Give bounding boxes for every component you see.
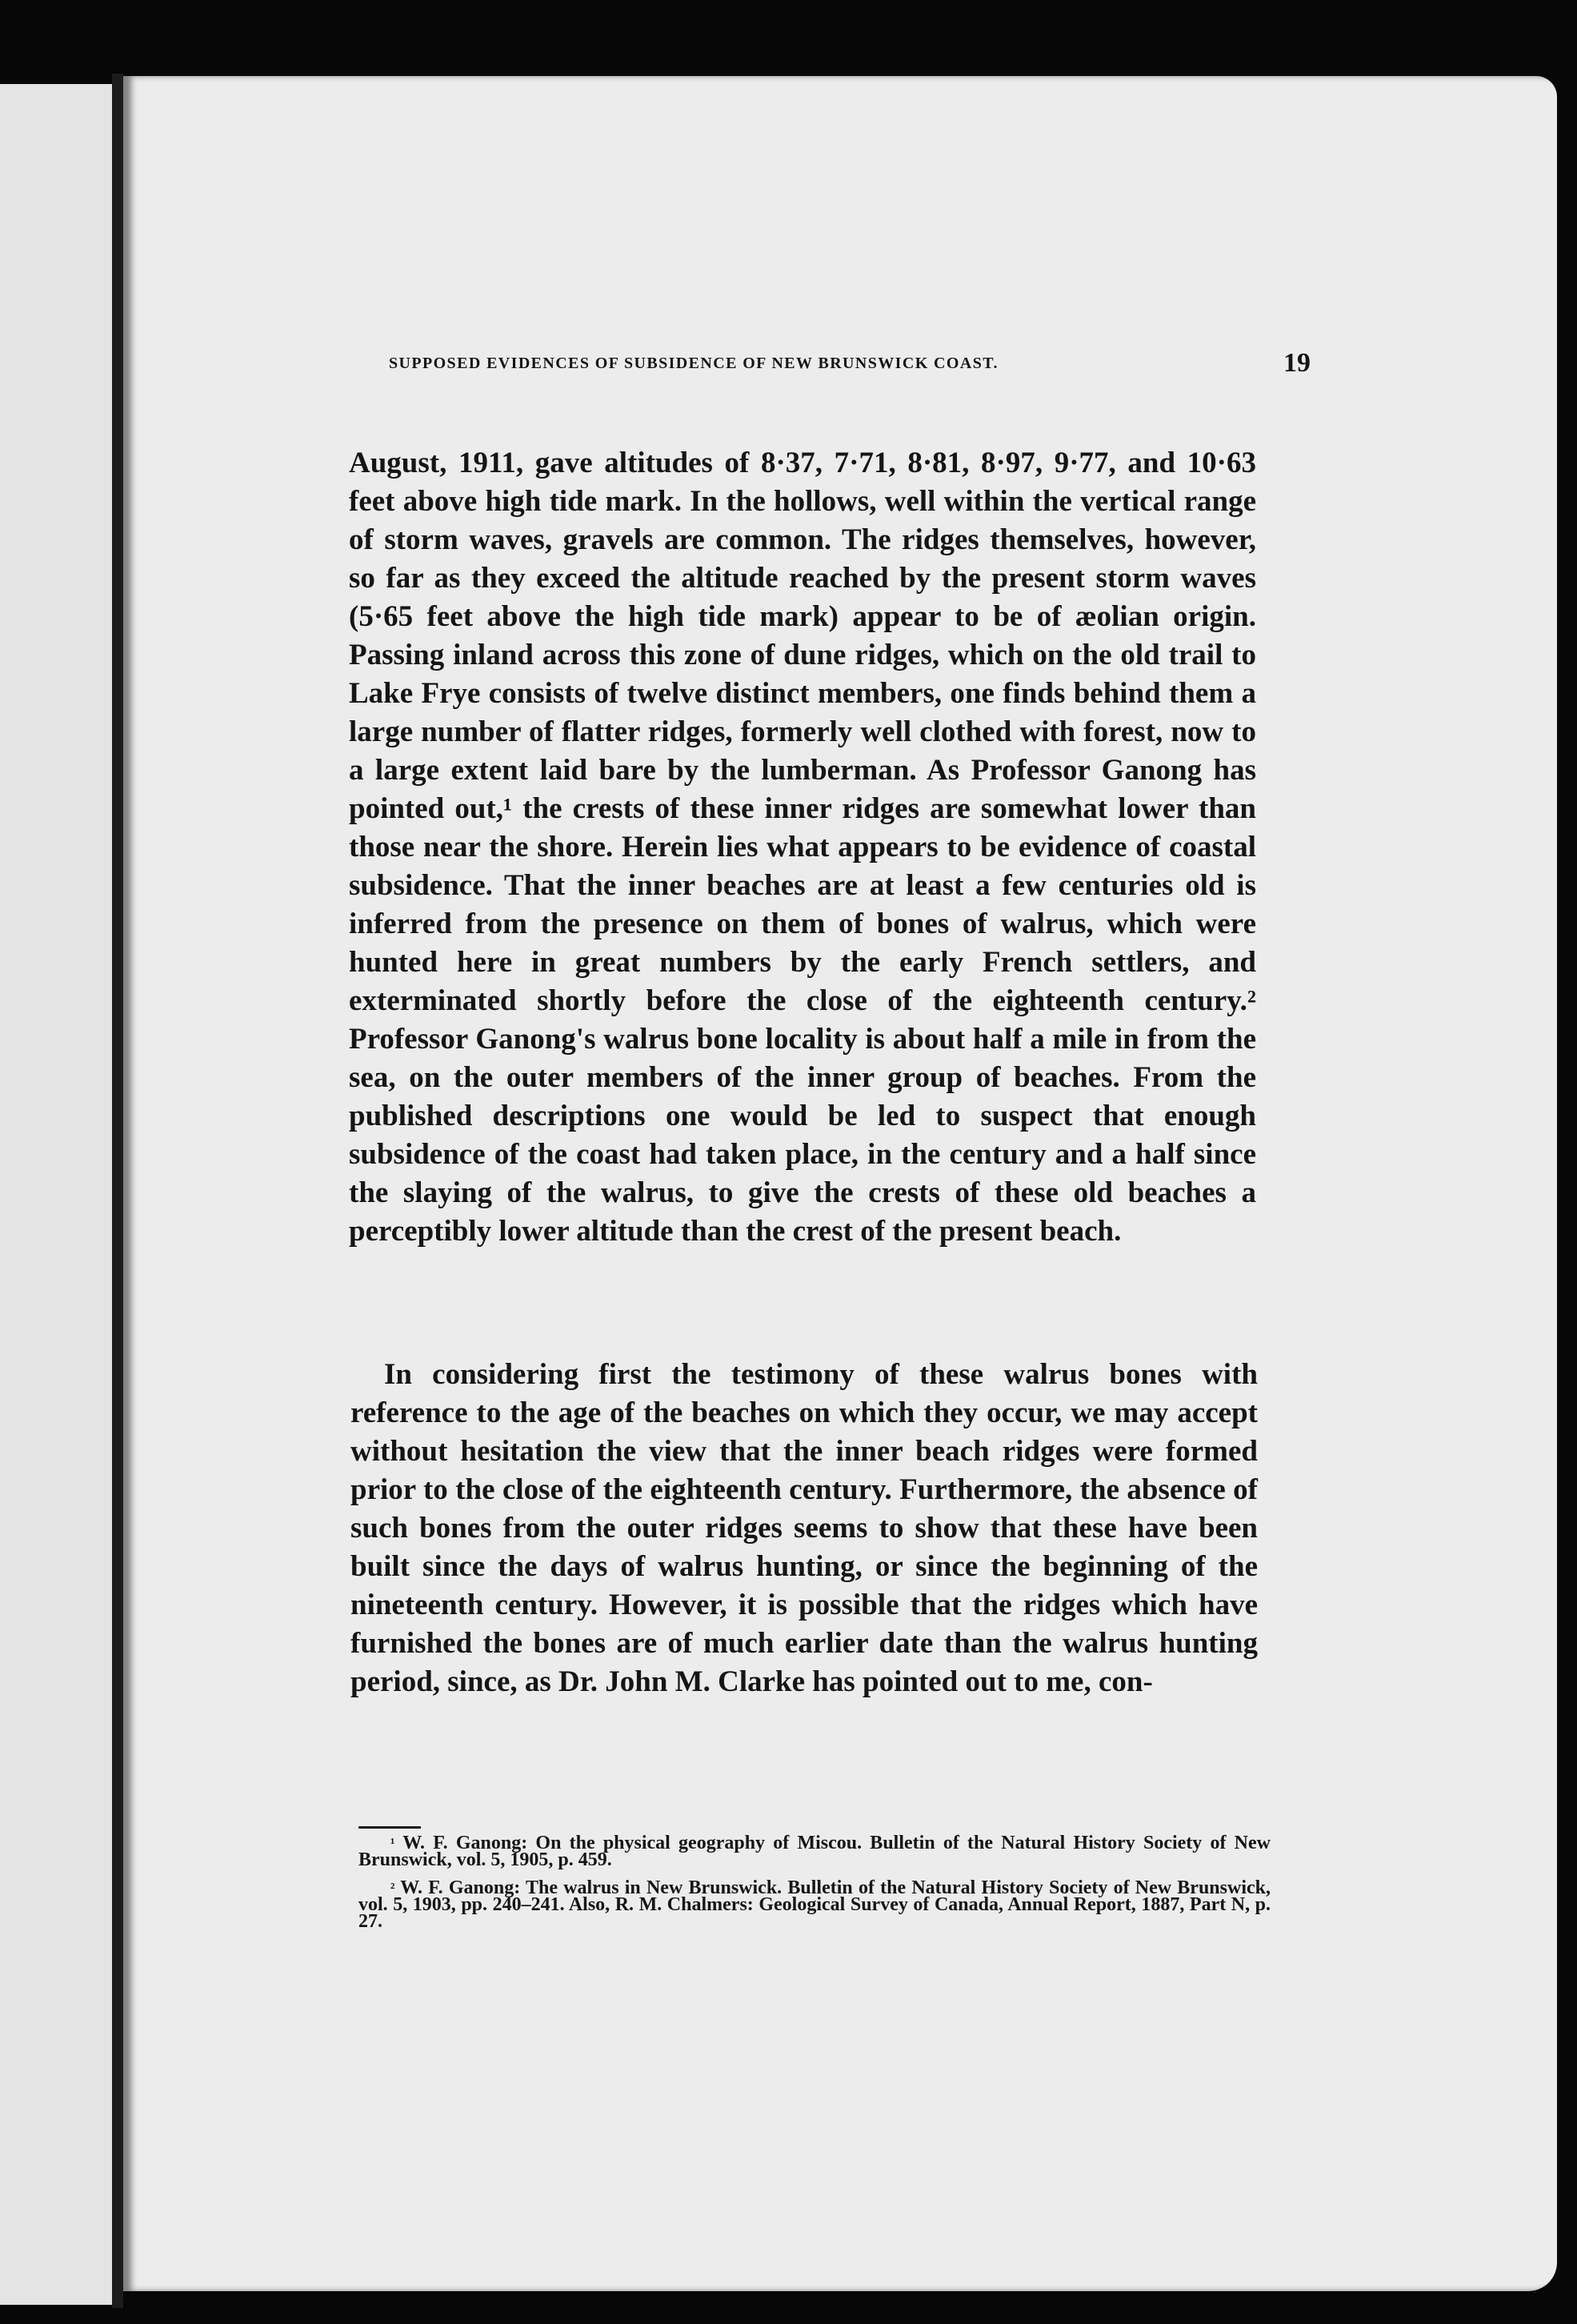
footnote-2-marker: ² [390, 1880, 395, 1896]
page-content [349, 76, 1389, 2291]
footnote-rule [358, 1826, 421, 1829]
book-gutter-shadow [112, 74, 123, 2308]
footnote-1-text: W. F. Ganong: On the physical geography of Miscou. Bulletin of the Natural History Society of New Brunswick, vol. 5, 1905, p. 459. [358, 1833, 1271, 1870]
body-paragraph-2: In considering first the testimony of these walrus bones with reference to the age of the beaches on which they occur, we may accept without hesitation the view that the inner beach ridges were formed prior to the close of the eighteenth century. Furthermore, the absence of such bones from the outer ridges seems to show that these have been built since the days of walrus hunting, or since the beginning of the nineteenth century. However, it is possible that the ridges which have furnished the bones are of much earlier date than the walrus hunting period, since, as Dr. John M. Clarke has pointed out to me, con- [350, 1358, 1258, 1698]
footnote-1 [358, 1835, 1271, 1869]
body-paragraph-1: August, 1911, gave altitudes of 8·37, 7·71, 8·81, 8·97, 9·77, and 10·63 feet above high tide mark. In the hollows, well within the vertical range of storm waves, gravels are common. The ridges themselves, however, so far as they exceed the altitude reached by the present storm waves (5·65 feet above the high tide mark) appear to be of æolian origin. Passing inland across this zone of dune ridges, which on the old trail to Lake Frye consists of twelve distinct members, one finds behind them a large number of flatter ridges, formerly well clothed with forest, now to a large extent laid bare by the lumberman. As Professor Ganong has pointed out,¹ the crests of these inner ridges are somewhat lower than those near the shore. Herein lies what appears to be evidence of coastal subsidence. That the inner beaches are at least a few centuries old is inferred from the presence on them of bones of walrus, which were hunted here in great numbers by the early French settlers, and exterminated shortly before the close of the eighteenth century.² Professor Ganong's walrus bone locality is about half a mile in from the sea, on the outer members of the inner group of beaches. From the published descriptions one would be led to suspect that enough subsidence of the coast had taken place, in the century and a half since the slaying of the walrus, to give the crests of these old beaches a perceptibly lower altitude than the crest of the present beach. [349, 447, 1256, 1248]
page-number: 19 [1283, 348, 1311, 378]
footnote-2-text: W. F. Ganong: The walrus in New Brunswick. Bulletin of the Natural History Society of New Brunswick, vol. 5, 1903, pp. 240–241. Also, R. M. Chalmers: Geological Survey of Canada, Annual Report, 1887, Part N, p. 27. [358, 1877, 1271, 1932]
footnote-1-marker: ¹ [390, 1835, 395, 1851]
adjacent-left-page-edge [0, 84, 112, 2305]
running-head [349, 348, 1389, 380]
running-title: SUPPOSED EVIDENCES OF SUBSIDENCE OF NEW BRUNSWICK COAST. [389, 355, 999, 372]
footnote-2 [358, 1877, 1271, 1932]
book-page [123, 76, 1557, 2291]
